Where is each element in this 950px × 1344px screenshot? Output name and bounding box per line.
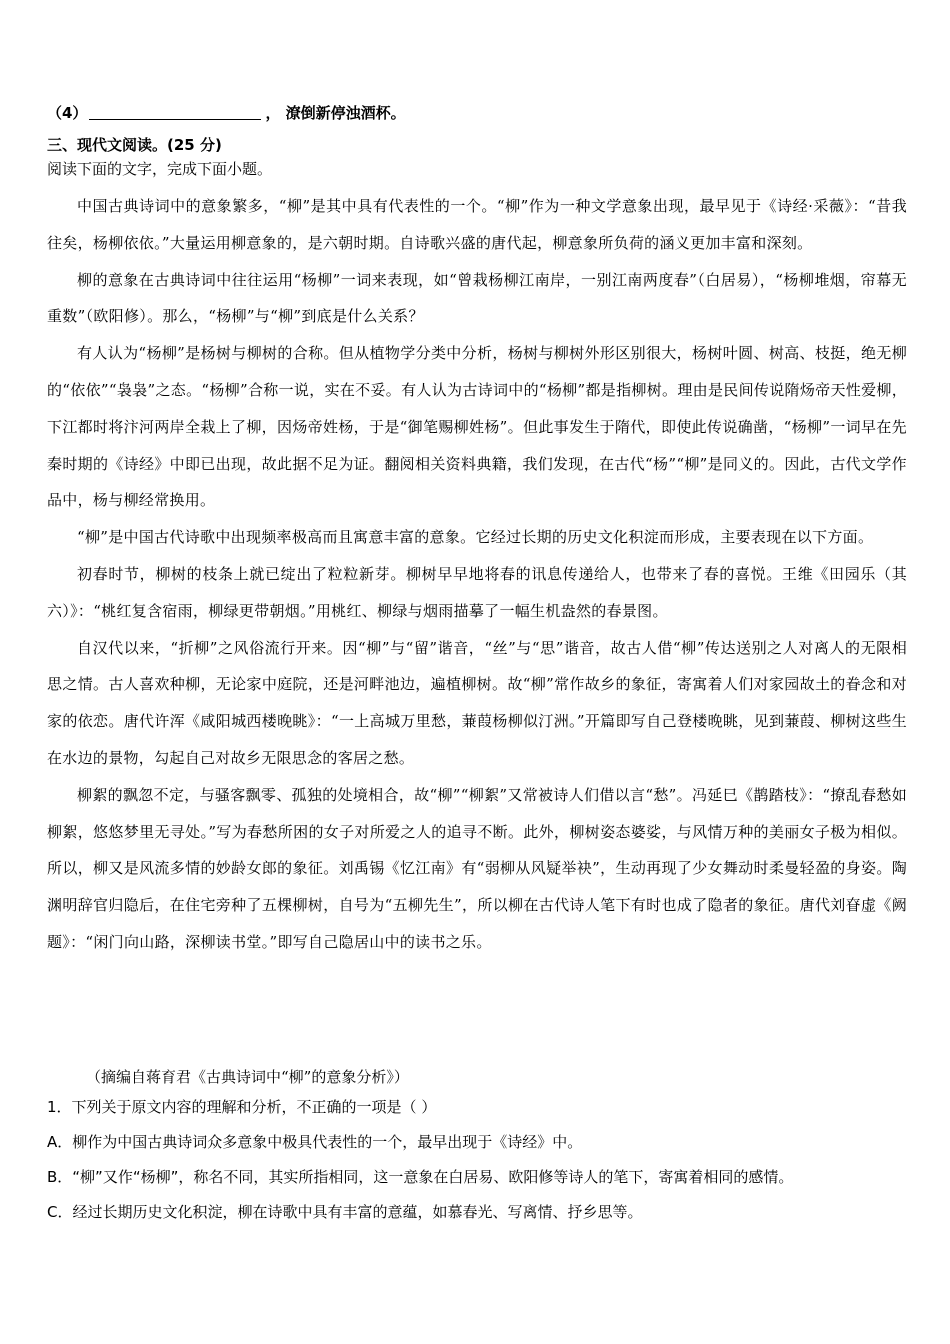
passage-paragraph: “柳”是中国古代诗歌中出现频率极高而且寓意丰富的意象。它经过长期的历史文化积淀而形成，主要表现在以下方面。 [77, 528, 874, 547]
option-b[interactable]: B．“柳”又作“杨柳”，称名不同，其实所指相同，这一意象在白居易、欧阳修等诗人的笔下，寄寓着相同的感情。 [47, 1168, 794, 1186]
option-c[interactable]: C．经过长期历史文化积淀，柳在诗歌中具有丰富的意蕴，如慕春光、写离情、抒乡思等。 [47, 1203, 643, 1221]
reading-passage [47, 188, 907, 961]
question-1-stem: 1．下列关于原文内容的理解和分析，不正确的一项是（ ） [47, 1098, 437, 1116]
passage-paragraph: 初春时节，柳树的枝条上就已绽出了粒粒新芽。柳树早早地将春的讯息传递给人，也带来了春的喜悦。王维《田园乐（其六）》：“桃红复含宿雨，柳绿更带朝烟。”用桃红、柳绿与烟雨描摹了一幅生机盎然的春景图。 [47, 564, 907, 620]
question-block [47, 1090, 917, 1230]
passage-paragraph: 中国古典诗词中的意象繁多，“柳”是其中具有代表性的一个。“柳”作为一种文学意象出现，最早见于《诗经·采薇》：“昔我往矣，杨柳依依。”大量运用柳意象的，是六朝时期。自诗歌兴盛的唐代起，柳意象所负荷的涵义更加丰富和深刻。 [47, 197, 907, 252]
option-a[interactable]: A．柳作为中国古典诗词众多意象中极具代表性的一个，最早出现于《诗经》中。 [47, 1133, 583, 1151]
passage-paragraph: 有人认为“杨柳”是杨树与柳树的合称。但从植物学分类中分析，杨树与柳树外形区别很大，杨树叶圆、树高、枝挺，绝无柳的“依依”“袅袅”之态。“杨柳”合称一说，实在不妥。有人认为古诗词中的“杨柳”都是指柳树。理由是民间传说隋炀帝天性爱柳，下江都时将汴河两岸全栽上了柳，因炀帝姓杨，于是“御笔赐柳姓杨”。但此事发生于隋代，即使此传说确凿，“杨柳”一词早在先秦时期的《诗经》中即已出现，故此据不足为证。翻阅相关资料典籍，我们发现，在古代“杨”“柳”是同义的。因此，古代文学作品中，杨与柳经常换用。 [47, 344, 907, 510]
answer-blank[interactable] [89, 103, 261, 120]
passage-paragraph: 柳絮的飘忽不定，与骚客飘零、孤独的处境相合，故“柳”“柳絮”又常被诗人们借以言“愁”。冯延巳《鹊踏枝》：“撩乱春愁如柳絮，悠悠梦里无寻处。”写为春愁所困的女子对所爱之人的追寻不断。此外，柳树姿态婆娑，与风情万种的美丽女子极为相似。所以，柳又是风流多情的妙龄女郎的象征。刘禹锡《忆江南》有“弱柳从风疑举袂”，生动再现了少女舞动时柔曼轻盈的身姿。陶渊明辞官归隐后，在住宅旁种了五棵柳树，自号为“五柳先生”，所以柳在古代诗人笔下有时也成了隐者的象征。唐代刘眘虚《阙题》：“闲门向山路，深柳读书堂。”即写自己隐居山中的读书之乐。 [47, 785, 907, 951]
passage-paragraph: 自汉代以来，“折柳”之风俗流行开来。因“柳”与“留”谐音，“丝”与“思”谐音，故古人借“柳”传达送别之人对离人的无限相思之情。古人喜欢种柳，无论家中庭院，还是河畔池边，遍植柳树。故“柳”常作故乡的象征，寄寓着人们对家园故土的眷念和对家的依恋。唐代许浑《咸阳城西楼晚眺》：“一上高城万里愁，蒹葭杨柳似汀洲。”开篇即写自己登楼晚眺，见到蒹葭、柳树这些生在水边的景物，勾起自己对故乡无限思念的客居之愁。 [47, 638, 907, 767]
question-4-number: （4） [47, 104, 88, 122]
question-4-line [47, 101, 406, 125]
passage-source: （摘编自蒋育君《古典诗词中“柳”的意象分析》） [86, 1068, 409, 1086]
passage-paragraph: 柳的意象在古典诗词中往往运用“杨柳”一词来表现，如“曾栽杨柳江南岸，一别江南两度春”（白居易），“杨柳堆烟，帘幕无重数”（欧阳修）。那么，“杨柳”与“柳”到底是什么关系？ [47, 270, 907, 326]
section-title: 三、现代文阅读。(25 分) [47, 136, 222, 154]
question-4-verse: ， 潦倒新停浊酒杯。 [265, 104, 406, 122]
reading-instruction: 阅读下面的文字，完成下面小题。 [47, 160, 273, 178]
